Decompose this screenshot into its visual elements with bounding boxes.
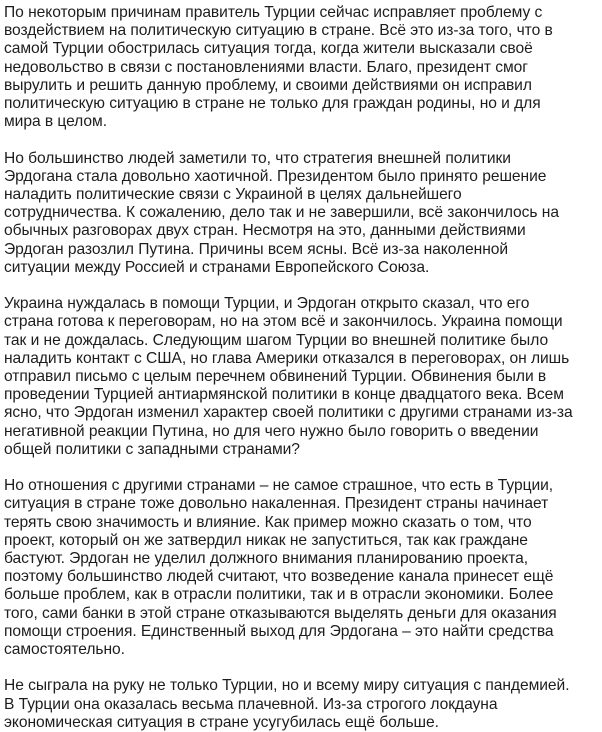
paragraph-line: отправил письмо с целым перечнем обвинений Турции. Обвинения были в	[4, 368, 547, 386]
paragraph-line: недовольство в связи с постановлениями власти. Благо, президент смог	[4, 58, 528, 76]
paragraph-line: негативной реакции Путина, но для чего нужно было говорить о введении	[4, 422, 539, 440]
paragraph-line: По некоторым причинам правитель Турции сейчас исправляет проблему с	[4, 4, 543, 21]
paragraph-line: помощи строения. Единственный выход для Эрдогана – это найти средства	[4, 622, 554, 640]
paragraph-line: вырулить и решить данную проблему, и своими действиями он исправил	[4, 76, 532, 94]
paragraph-line: проект, который он же затвердил никак не запуститься, так как граждане	[4, 531, 528, 549]
paragraph-line: того, сами банки в этой стране отказываются выделять деньги для оказания	[4, 604, 557, 622]
paragraph-line: Но отношения с другими странами – не самое страшное, что есть в Турции,	[4, 477, 554, 495]
paragraph-line: ясно, что Эрдоган изменил характер своей политики с другими странами из-за	[4, 404, 573, 422]
paragraph-line: проведении Турцией антиармянской политики в конце двадцатого века. Всем	[4, 386, 564, 404]
paragraph-line: Эрдоган разозлил Путина. Причины всем ясны. Всё из-за наколенной	[4, 240, 509, 258]
paragraph-line: самостоятельно.	[4, 641, 125, 659]
paragraph-line: наладить контакт с США, но глава Америки отказался в переговорах, он лишь	[4, 349, 570, 367]
paragraph-line: терять свою значимость и влияние. Как пример можно сказать о том, что	[4, 513, 532, 531]
paragraph-line: бастуют. Эрдоган не уделил должного внимания планированию проекта,	[4, 550, 529, 568]
paragraph-line: больше проблем, как в отрасли политики, так и в отрасли экономики. Более	[4, 586, 554, 604]
paragraph-line: обычных разговорах двух стран. Несмотря на это, данными действиями	[4, 222, 526, 240]
paragraph-line: Но большинство людей заметили то, что стратегия внешней политики	[4, 149, 511, 167]
paragraph-line: поэтому большинство людей считают, что возведение канала принесет ещё	[4, 568, 554, 586]
article-paragraph	[4, 295, 598, 459]
paragraph-line: экономическая ситуация в стране усугубилась ещё больше.	[4, 713, 439, 731]
paragraph-line: самой Турции обострилась ситуация тогда, когда жители высказали своё	[4, 40, 533, 58]
paragraph-line: Эрдогана стала довольно хаотичной. Президентом было принято решение	[4, 167, 547, 185]
paragraph-line: страна готова к переговорам, но на этом всё и закончилось. Украина помощи	[4, 313, 563, 331]
paragraph-line: В Турции она оказалась весьма плачевной. Из-за строгого локдауна	[4, 695, 498, 713]
article-paragraph	[4, 677, 598, 732]
paragraph-line: Не сыграла на руку не только Турции, но и всему миру ситуация с пандемией.	[4, 677, 570, 695]
paragraph-line: мира в целом.	[4, 113, 107, 131]
paragraph-line: воздействием на политическую ситуацию в стране. Всё это из-за того, что в	[4, 22, 553, 40]
paragraph-line: ситуации между Россией и странами Европейского Союза.	[4, 258, 430, 276]
paragraph-line: сотрудничества. К сожалению, дело так и не завершили, всё закончилось на	[4, 204, 559, 222]
paragraph-line: общей политики с западными странами?	[4, 440, 300, 458]
article-paragraph	[4, 150, 598, 277]
paragraph-line: наладить политические связи с Украиной в целях дальнейшего	[4, 186, 462, 204]
paragraph-line: Украина нуждалась в помощи Турции, и Эрдоган открыто сказал, что его	[4, 295, 530, 313]
paragraph-line: политическую ситуацию в стране не только для граждан родины, но и для	[4, 95, 541, 113]
article-paragraph	[4, 4, 598, 131]
article-body	[4, 4, 598, 732]
paragraph-line: так и не дождалась. Следующим шагом Турции во внешней политике было	[4, 331, 549, 349]
article-paragraph	[4, 477, 598, 659]
paragraph-line: ситуация в стране тоже довольно накаленная. Президент страны начинает	[4, 495, 549, 513]
